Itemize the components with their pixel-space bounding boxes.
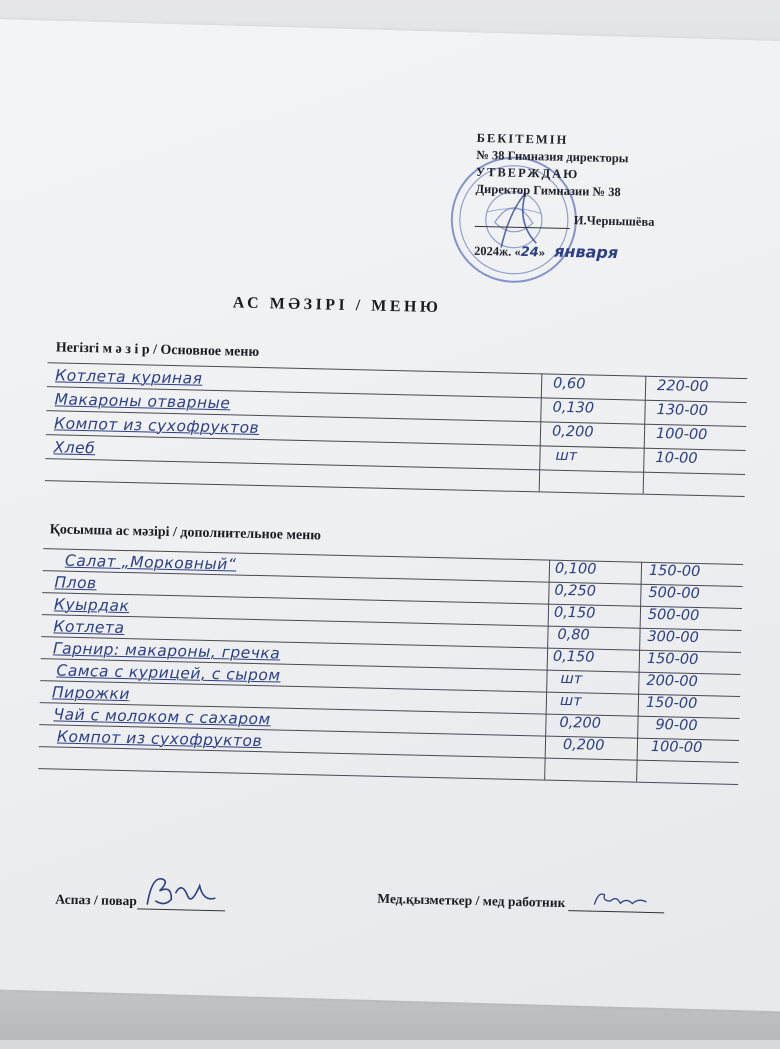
extra-item-portion: 0,250 [554, 582, 597, 600]
main-item-portion: 0,60 [552, 375, 586, 393]
medic-label: Мед.қызметкер / мед работник [377, 890, 566, 911]
extra-item-price: 100-00 [650, 738, 703, 757]
extra-item-name: Пирожки [51, 683, 131, 704]
extra-item-portion: шт [560, 670, 583, 688]
cook-handwritten-signature [141, 870, 222, 912]
cook-signature [55, 891, 225, 912]
extra-item-name: Компот из сухофруктов [56, 727, 263, 751]
extra-item-portion: шт [559, 692, 582, 710]
date-month: января [553, 241, 619, 263]
extra-item-name: Плов [54, 573, 97, 593]
date-day: 24 [520, 244, 539, 261]
extra-item-name: Чай с молоком с сахаром [53, 705, 271, 729]
extra-item-price: 150-00 [645, 694, 698, 713]
extra-item-name: Котлета [53, 617, 125, 638]
main-menu-table [45, 362, 748, 506]
cook-label: Аспаз / повар [55, 891, 138, 909]
extra-item-price: 500-00 [648, 584, 700, 603]
extra-menu-table [38, 548, 743, 804]
extra-item-price: 300-00 [647, 628, 699, 647]
main-item-price: 100-00 [655, 426, 708, 444]
main-item-name: Котлета куриная [54, 366, 203, 388]
extra-item-price: 90-00 [655, 717, 698, 735]
main-item-name: Макароны отварные [54, 390, 231, 413]
extra-item-portion: 0,150 [552, 648, 595, 666]
extra-item-portion: 0,80 [557, 626, 590, 644]
main-menu-heading: Негізгі м ә з і р / Основное меню [55, 340, 260, 360]
date-suffix: » [538, 245, 546, 260]
director-signature-line [475, 226, 570, 229]
approval-block [474, 130, 656, 264]
extra-item-name: Куырдак [53, 595, 130, 616]
main-item-price: 130-00 [656, 402, 709, 420]
approval-line-kz: БЕКІТЕМІН [476, 130, 569, 147]
extra-item-name: Салат „Морковный“ [64, 551, 237, 574]
main-item-price: 10-00 [655, 450, 698, 467]
extra-item-portion: 0,150 [553, 604, 596, 622]
extra-item-portion: 0,200 [559, 714, 602, 732]
extra-item-portion: 0,100 [554, 560, 597, 578]
main-item-name: Хлеб [53, 438, 96, 458]
cook-signature-line [137, 892, 225, 911]
main-item-portion: 0,200 [551, 423, 594, 441]
medic-handwritten-signature [591, 889, 651, 910]
date-prefix: 2024ж. « [473, 243, 521, 259]
main-item-portion: шт [555, 447, 578, 465]
extra-item-price: 500-00 [647, 606, 700, 625]
director-name: И.Чернышёва [573, 213, 655, 229]
main-item-portion: 0,130 [552, 399, 595, 417]
medic-signature-line [569, 894, 665, 913]
medic-signature [377, 890, 665, 914]
main-item-name: Компот из сухофруктов [53, 414, 260, 438]
extra-item-portion: 0,200 [562, 736, 605, 754]
approval-line-ru: УТВЕРЖДАЮ [475, 164, 580, 182]
extra-item-name: Гарнир: макароны, гречка [52, 639, 281, 663]
extra-item-price: 150-00 [646, 650, 699, 669]
extra-item-name: Самса с курицей, с сыром [56, 661, 281, 685]
page-title: АС МӘЗІРІ / МЕНЮ [232, 294, 442, 317]
extra-menu-heading: Қосымша ас мәзірі / дополнительное меню [49, 522, 322, 544]
approval-line-director-kz: № 38 Гимназия директоры [476, 147, 629, 166]
main-item-price: 220-00 [656, 378, 709, 396]
approval-line-director-ru: Директор Гимназии № 38 [475, 181, 621, 200]
extra-item-price: 150-00 [648, 562, 701, 581]
extra-item-price: 200-00 [646, 672, 698, 691]
